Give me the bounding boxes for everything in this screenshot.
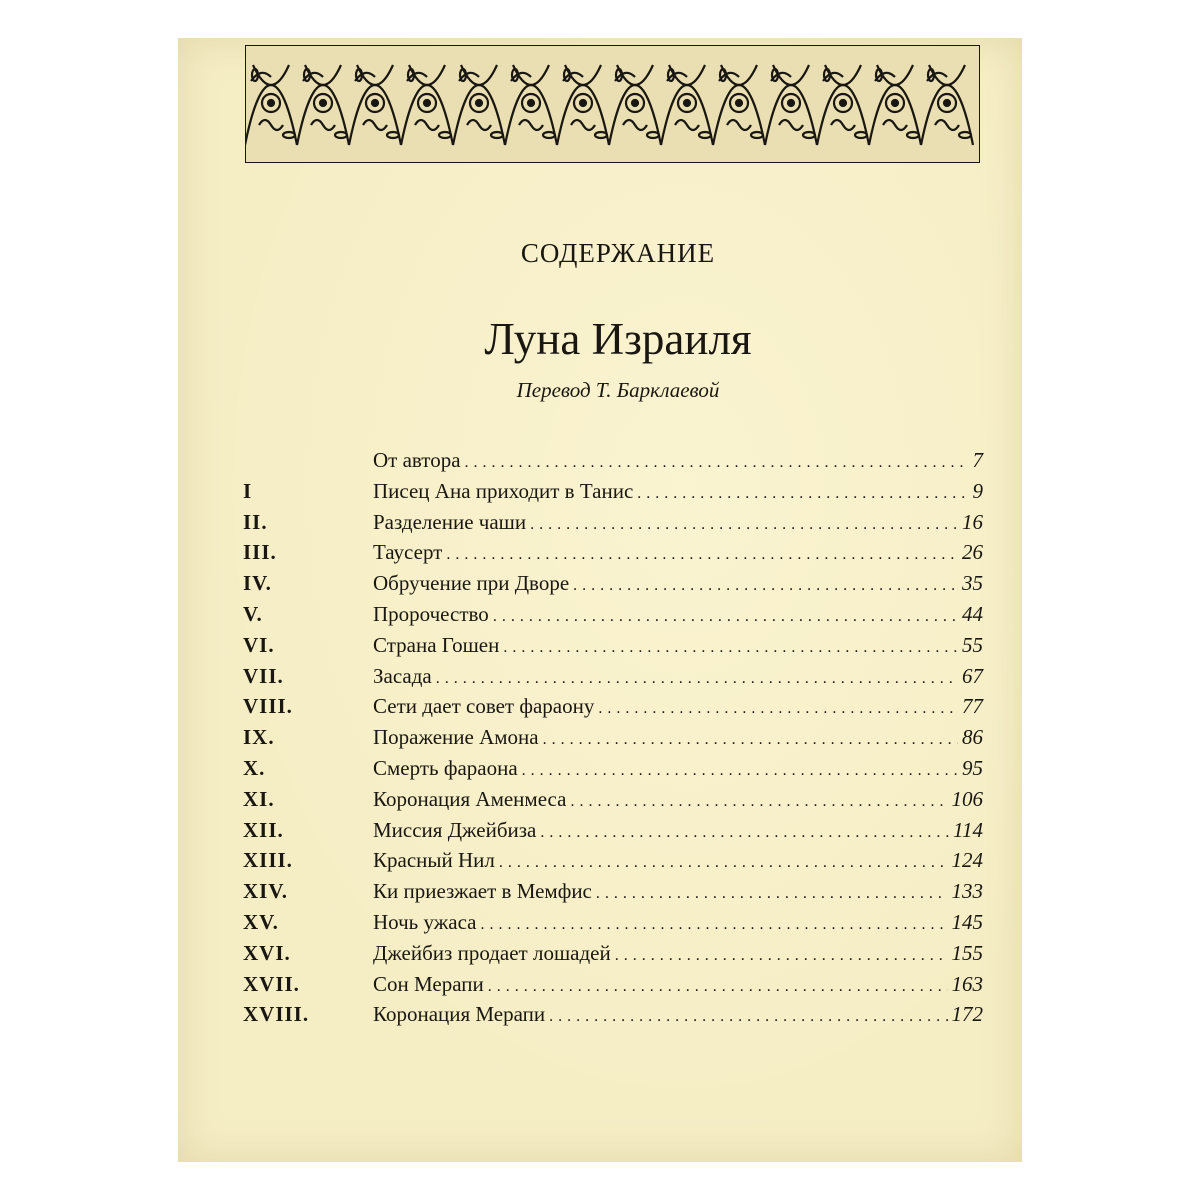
chapter-title: Пророчество bbox=[373, 601, 489, 626]
dot-leader bbox=[596, 876, 948, 909]
dot-leader bbox=[480, 907, 947, 940]
chapter-title: Сети дает совет фараону bbox=[373, 694, 595, 719]
page-number: 124 bbox=[951, 848, 983, 873]
chapter-title: Таусерт bbox=[373, 540, 443, 565]
dot-leader bbox=[549, 999, 947, 1032]
page-number: 77 bbox=[962, 694, 983, 719]
dot-leader bbox=[493, 599, 958, 632]
page-number: 155 bbox=[951, 940, 983, 965]
page-number: 7 bbox=[972, 448, 983, 472]
toc-row bbox=[243, 907, 983, 938]
chapter-number: VIII. bbox=[243, 694, 293, 719]
page-number: 9 bbox=[972, 478, 983, 503]
page-number: 106 bbox=[951, 786, 983, 811]
chapter-title: Страна Гошен bbox=[373, 632, 500, 657]
toc-entry bbox=[373, 599, 983, 632]
toc-entry bbox=[373, 815, 983, 848]
toc-entry bbox=[373, 537, 983, 570]
chapter-title: Обручение при Дворе bbox=[373, 571, 570, 596]
chapter-number: XVI. bbox=[243, 940, 291, 965]
translator-credit: Перевод Т. Барклаевой bbox=[516, 378, 720, 402]
chapter-number: XIV. bbox=[243, 879, 289, 904]
dot-leader bbox=[465, 445, 969, 478]
dot-leader bbox=[543, 722, 958, 755]
toc-row bbox=[243, 568, 983, 599]
contents-heading: СОДЕРЖАНИЕ bbox=[520, 238, 716, 268]
page-number: 55 bbox=[962, 632, 983, 657]
chapter-title: Коронация Мерапи bbox=[373, 1002, 546, 1027]
toc-entry bbox=[373, 969, 983, 1002]
toc-entry bbox=[373, 445, 983, 478]
toc-row bbox=[243, 691, 983, 722]
chapter-number: I bbox=[243, 478, 253, 503]
dot-leader bbox=[637, 476, 968, 509]
toc-row bbox=[243, 845, 983, 876]
toc-entry bbox=[373, 753, 983, 786]
chapter-title: От автора bbox=[373, 448, 461, 472]
dot-leader bbox=[499, 845, 948, 878]
toc-entry bbox=[373, 845, 983, 878]
toc-entry bbox=[373, 999, 983, 1032]
chapter-title: Ночь ужаса bbox=[373, 909, 477, 934]
chapter-number: XI. bbox=[243, 786, 275, 811]
dot-leader bbox=[446, 537, 958, 570]
page-number: 67 bbox=[962, 663, 983, 688]
table-of-contents bbox=[243, 445, 983, 1030]
dot-leader bbox=[530, 507, 958, 540]
toc-entry bbox=[373, 507, 983, 540]
page-number: 133 bbox=[951, 879, 983, 904]
chapter-title: Сон Мерапи bbox=[373, 971, 484, 996]
dot-leader bbox=[540, 815, 949, 848]
chapter-number: V. bbox=[243, 601, 263, 626]
chapter-title: Поражение Амона bbox=[373, 725, 539, 750]
chapter-title: Красный Нил bbox=[373, 848, 495, 873]
toc-entry bbox=[373, 722, 983, 755]
toc-entry bbox=[373, 661, 983, 694]
page-number: 114 bbox=[953, 817, 983, 842]
toc-row bbox=[243, 599, 983, 630]
toc-entry bbox=[373, 568, 983, 601]
toc-row bbox=[243, 876, 983, 907]
dot-leader bbox=[598, 691, 958, 724]
toc-row bbox=[243, 722, 983, 753]
chapter-number: XIII. bbox=[243, 848, 293, 873]
chapter-number: VI. bbox=[243, 632, 275, 657]
dot-leader bbox=[436, 661, 958, 694]
toc-entry bbox=[373, 876, 983, 909]
chapter-number: XV. bbox=[243, 909, 279, 934]
toc-row bbox=[243, 784, 983, 815]
toc-row bbox=[243, 476, 983, 507]
page-number: 172 bbox=[951, 1002, 983, 1027]
page-number: 163 bbox=[951, 971, 983, 996]
chapter-number: XVIII. bbox=[243, 1002, 310, 1027]
toc-row bbox=[243, 537, 983, 568]
toc-entry bbox=[373, 691, 983, 724]
dot-leader bbox=[488, 969, 948, 1002]
chapter-title: Ки приезжает в Мемфис bbox=[373, 879, 592, 904]
chapter-title: Писец Ана приходит в Танис bbox=[373, 478, 634, 503]
page-number: 35 bbox=[962, 571, 983, 596]
toc-row bbox=[243, 999, 983, 1030]
dot-leader bbox=[503, 630, 958, 663]
floral-ornament-header bbox=[245, 45, 980, 163]
dot-leader bbox=[615, 938, 948, 971]
chapter-number: X. bbox=[243, 755, 266, 780]
chapter-number: VII. bbox=[243, 663, 284, 688]
toc-row bbox=[243, 445, 983, 476]
toc-row bbox=[243, 661, 983, 692]
chapter-number: IX. bbox=[243, 725, 275, 750]
toc-entry bbox=[373, 784, 983, 817]
chapter-number: IV. bbox=[243, 571, 272, 596]
page-number: 145 bbox=[951, 909, 983, 934]
chapter-title: Засада bbox=[373, 663, 432, 688]
toc-entry bbox=[373, 938, 983, 971]
chapter-number: XII. bbox=[243, 817, 284, 842]
chapter-title: Коронация Аменмеса bbox=[373, 786, 567, 811]
chapter-number: III. bbox=[243, 540, 277, 565]
dot-leader bbox=[522, 753, 958, 786]
page-number: 95 bbox=[962, 755, 983, 780]
toc-row bbox=[243, 753, 983, 784]
dot-leader bbox=[573, 568, 958, 601]
chapter-title: Миссия Джейбиза bbox=[373, 817, 537, 842]
toc-entry bbox=[373, 907, 983, 940]
toc-row bbox=[243, 507, 983, 538]
page-number: 26 bbox=[962, 540, 983, 565]
page-number: 44 bbox=[962, 601, 983, 626]
toc-row bbox=[243, 815, 983, 846]
dot-leader bbox=[570, 784, 947, 817]
page-number: 86 bbox=[962, 725, 983, 750]
chapter-number: II. bbox=[243, 509, 268, 534]
toc-entry bbox=[373, 630, 983, 663]
page-number: 16 bbox=[962, 509, 983, 534]
chapter-number: XVII. bbox=[243, 971, 300, 996]
toc-entry bbox=[373, 476, 983, 509]
chapter-title: Разделение чаши bbox=[373, 509, 527, 534]
toc-row bbox=[243, 630, 983, 661]
toc-row bbox=[243, 938, 983, 969]
chapter-title: Смерть фараона bbox=[373, 755, 518, 780]
chapter-title: Джейбиз продает лошадей bbox=[373, 940, 611, 965]
book-title: Луна Израиля bbox=[484, 314, 752, 364]
toc-row bbox=[243, 969, 983, 1000]
